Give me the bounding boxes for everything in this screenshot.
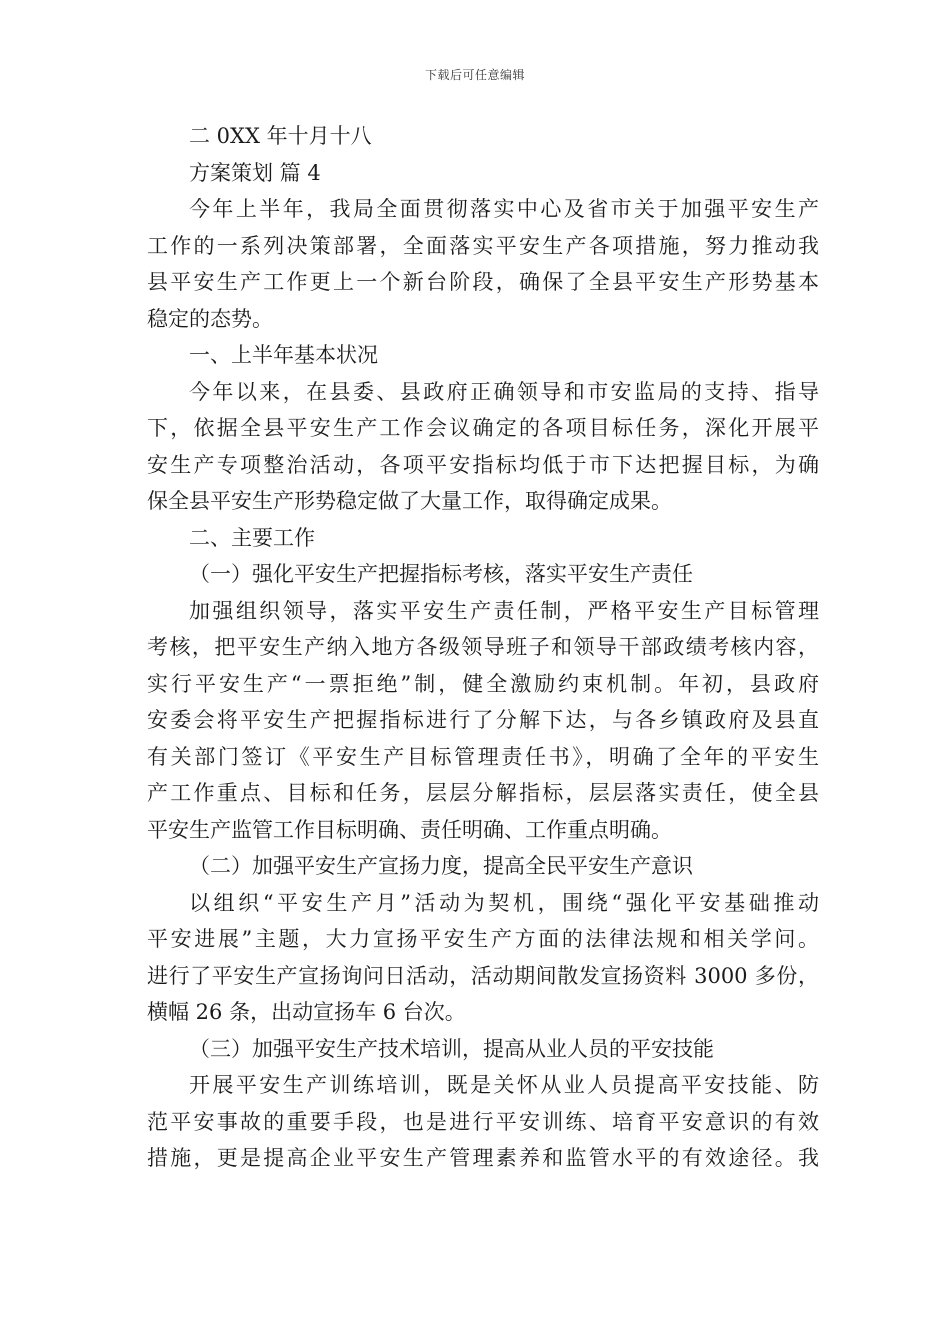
text-line: 工作的一系列决策部署，全面落实平安生产各项措施，努力推动我 <box>147 233 819 258</box>
text-line: 平安进展”主题，大力宣扬平安生产方面的法律法规和相关学问。 <box>147 927 819 951</box>
text-line: 今年以来，在县委、县政府正确领导和市安监局的支持、指导 <box>189 379 819 404</box>
text-line: 二、主要工作 <box>189 525 315 550</box>
text-line: 稳定的态势。 <box>147 306 273 331</box>
page-header: 下载后可任意编辑 <box>424 68 525 82</box>
text-line: 范平安事故的重要手段，也是进行平安训练、培育平安意识的有效 <box>147 1109 819 1134</box>
text-line: 横幅 26 条，出动宣扬车 6 台次。 <box>147 1000 466 1024</box>
text-line: 安委会将平安生产把握指标进行了分解下达，与各乡镇政府及县直 <box>147 708 819 732</box>
text-line: 产工作重点、目标和任务，层层分解指标，层层落实责任，使全县 <box>147 781 819 805</box>
text-line: 平安生产监管工作目标明确、责任明确、工作重点明确。 <box>147 817 672 842</box>
text-line: 开展平安生产训练培训，既是关怀从业人员提高平安技能、防 <box>189 1073 819 1097</box>
text-line: 安生产专项整治活动，各项平安指标均低于市下达把握目标，为确 <box>147 452 819 477</box>
text-line: 保全县平安生产形势稳定做了大量工作，取得确定成果。 <box>147 489 672 513</box>
text-line: 加强组织领导，落实平安生产责任制，严格平安生产目标管理 <box>189 598 819 623</box>
text-line: （二）加强平安生产宣扬力度，提高全民平安生产意识 <box>189 854 693 878</box>
text-line: 方案策划 篇 4 <box>189 160 321 185</box>
text-line: 县平安生产工作更上一个新台阶段，确保了全县平安生产形势基本 <box>147 270 819 294</box>
text-line: 今年上半年，我局全面贯彻落实中心及省市关于加强平安生产 <box>189 197 819 221</box>
text-line: 下，依据全县平安生产工作会议确定的各项目标任务，深化开展平 <box>147 416 819 440</box>
text-line: 以组织“平安生产月”活动为契机，围绕“强化平安基础推动 <box>189 890 819 915</box>
text-line: 措施，更是提高企业平安生产管理素养和监管水平的有效途径。我 <box>147 1146 819 1170</box>
text-line: （三）加强平安生产技术培训，提高从业人员的平安技能 <box>189 1036 714 1061</box>
text-line: 实行平安生产“一票拒绝”制，健全激励约束机制。年初，县政府 <box>147 671 819 696</box>
text-line: 一、上半年基本状况 <box>189 343 378 367</box>
text-line: （一）强化平安生产把握指标考核，落实平安生产责任 <box>189 562 693 586</box>
text-line: 考核，把平安生产纳入地方各级领导班子和领导干部政绩考核内容， <box>147 635 819 659</box>
document-body <box>147 118 819 1177</box>
text-line: 有关部门签订《平安生产目标管理责任书》，明确了全年的平安生 <box>147 744 819 769</box>
text-line: 二 0XX 年十月十八 <box>189 124 372 148</box>
text-line: 进行了平安生产宣扬询问日活动，活动期间散发宣扬资料 3000 多份， <box>147 963 819 988</box>
